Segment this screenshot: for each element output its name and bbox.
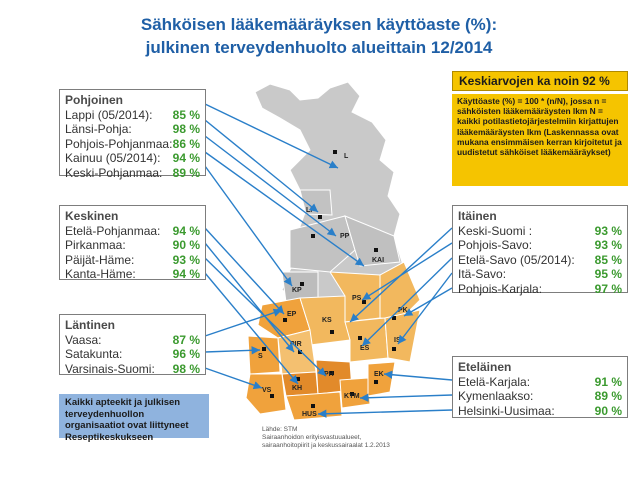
row-name: Länsi-Pohja:	[65, 122, 132, 136]
row-name: Lappi (05/2014):	[65, 107, 153, 122]
pharmacies-note: Kaikki apteekit ja julkisen terveydenhuollon organisaatiot ovat liittyneet Reseptikeskukseen	[59, 394, 209, 438]
page-title-line1: Sähköisen lääkemääräyksen käyttöaste (%):	[140, 15, 498, 34]
page-title-line2: julkinen terveydenhuolto alueittain 12/2014	[145, 38, 493, 57]
map-label-pk: PK	[398, 307, 408, 314]
map-label-s: S	[258, 353, 263, 360]
map-region-kh	[282, 372, 318, 396]
region-heading: Itäinen	[458, 209, 497, 223]
map-label-kh: KH	[292, 385, 303, 392]
region-row	[458, 267, 622, 282]
row-name: Varsinais-Suomi:	[65, 361, 155, 376]
region-box-itainen	[452, 205, 628, 296]
region-row	[65, 362, 200, 377]
arrow-etela-karjala	[384, 374, 452, 380]
region-row	[65, 333, 200, 348]
region-row	[458, 389, 622, 404]
row-name: Satakunta:	[65, 347, 123, 361]
row-value: 90 %	[594, 403, 622, 418]
average-badge: Keskiarvojen ka noin 92 %	[452, 71, 628, 91]
row-name: Etelä-Karjala:	[458, 374, 531, 389]
formula-note: Käyttöaste (%) = 100 * (n/N), jossa n = sähköisten lääkemääräysten lkm N = kaikki potilastietojärjestelmiin kirjattujen lääkemääräysten lkm (Laskennassa ovat mukana ensimmäisen kerran kirjoitetut ja uudistetut sähköiset lääkemääräykset)	[452, 94, 628, 186]
region-row	[65, 224, 200, 239]
region-heading: Pohjoinen	[65, 93, 123, 107]
region-row	[65, 238, 200, 253]
region-row	[458, 404, 622, 419]
row-value: 85 %	[172, 107, 200, 122]
region-row	[65, 347, 200, 362]
row-value: 94 %	[172, 151, 200, 165]
source-line: Sairaanhoidon erityisvastuualueet,	[262, 434, 362, 441]
map-label-is: IS	[394, 337, 401, 344]
row-value: 93 %	[594, 238, 622, 252]
row-value: 87 %	[172, 332, 200, 347]
row-name: Keski-Pohjanmaa:	[65, 165, 163, 180]
row-value: 91 %	[594, 374, 622, 389]
row-value: 89 %	[594, 389, 622, 403]
region-box-pohjoinen	[59, 89, 206, 180]
row-value: 95 %	[594, 267, 622, 281]
row-name: Pirkanmaa:	[65, 238, 126, 252]
region-row	[458, 282, 622, 297]
map-region-vs	[246, 374, 286, 414]
row-value: 89 %	[172, 165, 200, 180]
source-note	[262, 426, 412, 450]
row-value: 85 %	[594, 252, 622, 267]
region-row	[65, 166, 200, 181]
region-row	[458, 253, 622, 268]
map-label-vs: VS	[262, 387, 272, 394]
row-value: 98 %	[172, 122, 200, 136]
row-value: 86 %	[172, 136, 200, 151]
map-region-ek	[368, 362, 395, 396]
row-value: 96 %	[172, 347, 200, 361]
region-row	[65, 267, 200, 282]
map-label-hus: HUS	[302, 411, 317, 418]
region-row	[65, 253, 200, 268]
region-row	[65, 137, 200, 152]
map-label-l: L	[344, 153, 349, 160]
region-row	[65, 108, 200, 123]
map-label-ep: EP	[287, 311, 297, 318]
row-name: Vaasa:	[65, 332, 102, 347]
row-value: 94 %	[172, 223, 200, 238]
region-box-keskinen	[59, 205, 206, 280]
map-label-kp: KP	[292, 287, 302, 294]
map-label-es: ES	[360, 345, 370, 352]
map-label-ek: EK	[374, 371, 384, 378]
row-name: Päijät-Häme:	[65, 252, 135, 267]
row-value: 93 %	[172, 252, 200, 267]
row-name: Itä-Savo:	[458, 267, 507, 281]
row-value: 97 %	[594, 281, 622, 296]
row-name: Pohjois-Savo:	[458, 238, 533, 252]
map-label-kai: KAI	[372, 257, 385, 264]
row-value: 94 %	[172, 267, 200, 281]
region-heading: Keskinen	[65, 209, 119, 223]
row-name: Pohjois-Pohjanmaa:	[65, 136, 173, 151]
region-heading: Läntinen	[65, 318, 115, 332]
map-label-ph: PH	[324, 371, 334, 378]
map-label-ks: KS	[322, 317, 332, 324]
region-row	[458, 375, 622, 390]
row-name: Keski-Suomi :	[458, 223, 533, 238]
region-row	[458, 238, 622, 253]
map-label-ps: PS	[352, 295, 362, 302]
region-box-etelainen	[452, 356, 628, 418]
source-line: Lähde: STM	[262, 426, 298, 433]
map-label-pir: PIR	[290, 341, 302, 348]
map-region-s	[248, 336, 280, 374]
row-name: Pohjois-Karjala:	[458, 281, 543, 296]
row-value: 90 %	[172, 238, 200, 252]
map-region-es	[345, 318, 388, 362]
region-heading: Eteläinen	[458, 360, 512, 374]
region-box-lantinen	[59, 314, 206, 375]
map-label-pp: PP	[340, 233, 350, 240]
source-line: sairaanhoitopiirit ja keskussairaalat 1.2.2013	[262, 442, 390, 449]
row-value: 98 %	[172, 361, 200, 376]
row-name: Kainuu (05/2014):	[65, 151, 161, 165]
row-name: Kanta-Häme:	[65, 267, 136, 281]
row-name: Helsinki-Uusimaa:	[458, 403, 555, 418]
row-name: Etelä-Pohjanmaa:	[65, 223, 161, 238]
region-row	[65, 122, 200, 137]
row-name: Kymenlaakso:	[458, 389, 534, 403]
map-label-lp: LP	[306, 207, 315, 214]
region-row	[458, 224, 622, 239]
row-value: 93 %	[594, 223, 622, 238]
row-name: Etelä-Savo (05/2014):	[458, 252, 575, 267]
map-label-kym: KYM	[344, 393, 360, 400]
arrow-etela-pohjanmaa	[205, 228, 284, 314]
region-row	[65, 151, 200, 166]
